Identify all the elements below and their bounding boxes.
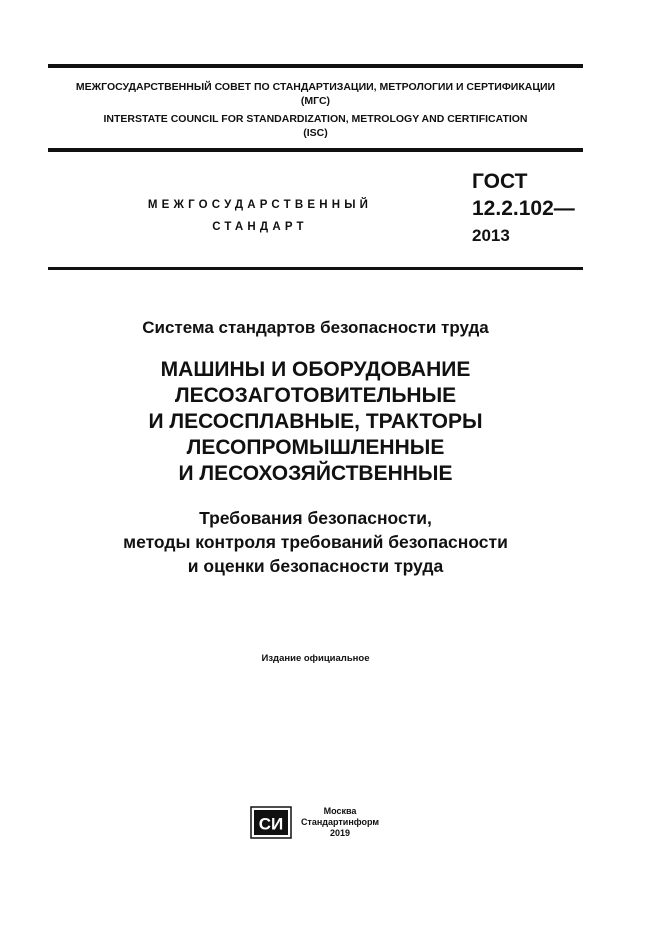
publisher-city: Москва [323,806,357,816]
council-ru-name: МЕЖГОСУДАРСТВЕННЫЙ СОВЕТ ПО СТАНДАРТИЗАЦИИ, МЕТРОЛОГИИ И СЕРТИФИКАЦИИ [75,81,556,93]
edition-label: Издание официальное [261,653,370,664]
middle-rule [48,148,583,152]
publisher-name: Стандартинформ [300,817,380,827]
subtitle-line: Требования безопасности, [199,508,432,528]
gost-code: 12.2.102— [472,197,575,220]
system-title: Система стандартов безопасности труда [142,318,489,337]
interstate-standard-label [120,194,400,238]
logo-text: СИ [258,814,284,834]
title-line: ЛЕСОПРОМЫШЛЕННЫЕ [186,436,445,459]
gost-number [472,168,575,249]
subtitle-line: и оценки безопасности труда [187,556,444,576]
title-line: И ЛЕСОХОЗЯЙСТВЕННЫЕ [178,462,453,485]
interstate-label-line1: МЕЖГОСУДАРСТВЕННЫЙ [147,199,373,211]
gost-prefix: ГОСТ [472,170,528,193]
title-line: И ЛЕСОСПЛАВНЫЕ, ТРАКТОРЫ [148,410,483,433]
title-line: МАШИНЫ И ОБОРУДОВАНИЕ [160,358,471,381]
council-ru [48,80,583,108]
subtitle-line: методы контроля требований безопасности [123,532,508,552]
publisher-block [300,806,380,839]
top-rule [48,64,583,68]
council-en-name: INTERSTATE COUNCIL FOR STANDARDIZATION, METROLOGY AND CERTIFICATION [103,113,528,125]
document-subtitle [48,506,583,578]
bottom-rule [48,267,583,270]
interstate-label-line2: СТАНДАРТ [212,221,308,233]
title-line: ЛЕСОЗАГОТОВИТЕЛЬНЫЕ [174,384,457,407]
council-en-abbr: (ISC) [303,127,328,139]
council-ru-abbr: (МГС) [300,95,331,107]
publisher-year: 2019 [329,828,351,838]
document-title [48,357,583,487]
council-en [48,112,583,140]
standartinform-logo-icon [250,806,292,839]
gost-year: 2013 [472,226,510,245]
